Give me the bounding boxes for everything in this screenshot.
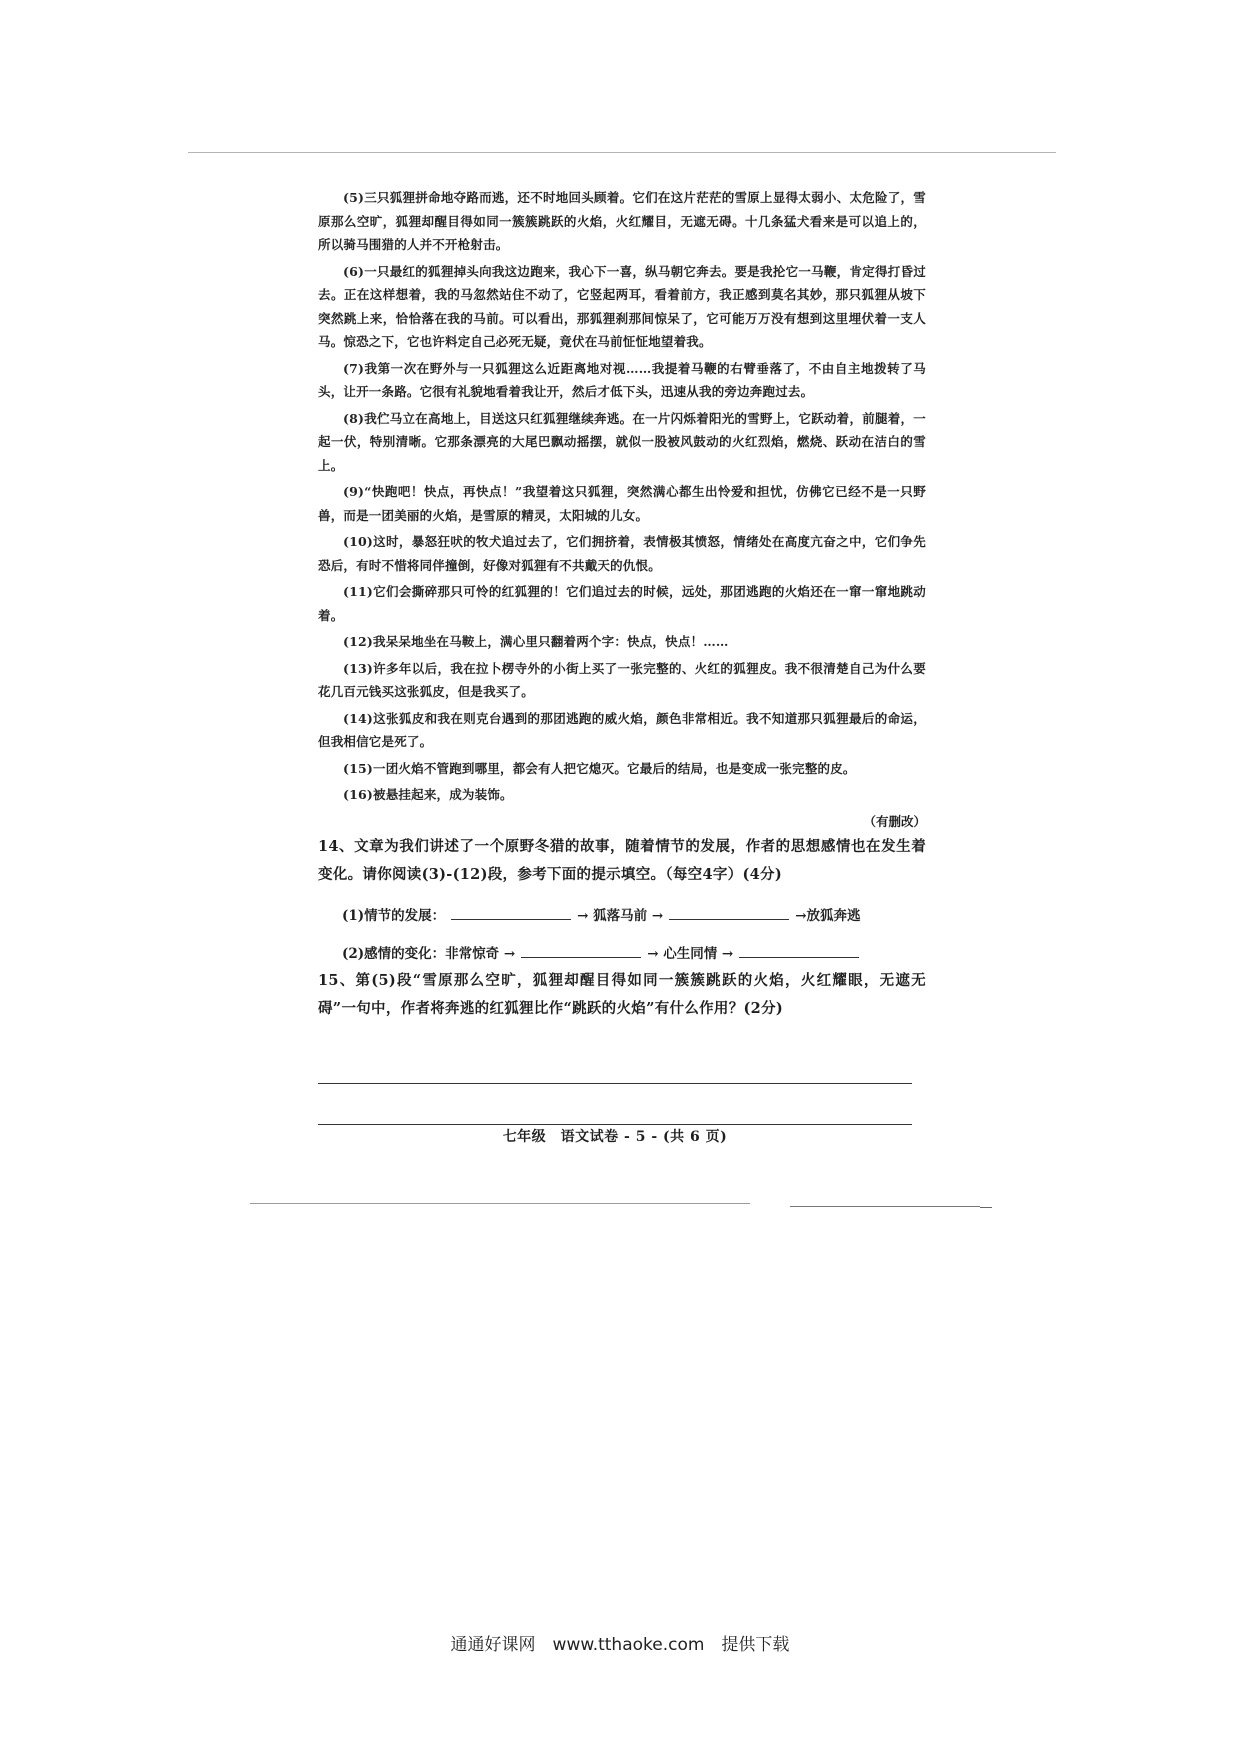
plot-row-label: (1)情节的发展： [342,907,446,924]
paragraph-8: (8)我伫马立在高地上，目送这只红狐狸继续奔逃。在一片闪烁着阳光的雪野上，它跃动着，前腿着，一起一伏，特别清晰。它那条漂亮的大尾巴飘动摇摆，就似一股被风鼓动的火红烈焰，燃烧、跃动在洁白的雪上。 [318,410,926,473]
emotion-row-mid: → 心生同情 → [647,945,734,962]
plot-blank-2[interactable] [669,905,789,920]
plot-blank-1[interactable] [451,905,571,920]
exam-content [318,186,926,1023]
question-14-prompt: 14、文章为我们讲述了一个原野冬猎的故事，随着情节的发展，作者的思想感情也在发生着变化。请你阅读(3)-(12)段，参考下面的提示填空。（每空4字）(4分) [318,837,926,883]
bottom-divider-tail [980,1207,992,1208]
source-note: （有删改） [863,813,926,829]
bottom-divider-left [250,1203,750,1204]
paragraph-7: (7)我第一次在野外与一只狐狸这么近距离地对视……我提着马鞭的右臂垂落了，不由自主地拨转了马头，让开一条路。它很有礼貌地看着我让开，然后才低下头，迅速从我的旁边奔跑过去。 [318,360,926,399]
paragraph-12: (12)我呆呆地坐在马鞍上，满心里只翻着两个字：快点，快点！…… [343,634,729,649]
bottom-divider-right [790,1206,980,1207]
paragraph-10: (10)这时，暴怒狂吠的牧犬追过去了，它们拥挤着，表情极其愤怒，情绪处在高度亢奋之中，它们争先恐后，有时不惜将同伴撞倒，好像对狐狸有不共戴天的仇恨。 [318,534,926,573]
question-15-prompt: 15、第(5)段“雪原那么空旷，狐狸却醒目得如同一簇簇跳跃的火焰，火红耀眼，无遮无碍”一句中，作者将奔逃的红狐狸比作“跳跃的火焰”有什么作用？(2分) [318,971,926,1017]
paragraph-15: (15)一团火焰不管跑到哪里，都会有人把它熄灭。它最后的结局，也是变成一张完整的皮。 [343,760,856,776]
paragraph-14: (14)这张狐皮和我在则克台遇到的那团逃跑的威火焰，颜色非常相近。我不知道那只狐狸最后的命运，但我相信它是死了。 [318,710,926,749]
question-14-plot-row [318,903,926,929]
answer-line-2[interactable] [318,1124,912,1125]
emotion-blank-2[interactable] [739,943,859,958]
emotion-blank-1[interactable] [521,943,641,958]
top-divider [188,152,1056,153]
site-footer: 通通好课网 www.tthaoke.com 提供下载 [450,1635,790,1655]
paragraph-5: (5)三只狐狸拼命地夺路而逃，还不时地回头顾着。它们在这片茫茫的雪原上显得太弱小、太危险了，雪原那么空旷，狐狸却醒目得如同一簇簇跳跃的火焰，火红耀目，无遮无碍。十几条猛犬看来是可以追上的，所以骑马围猎的人并不开枪射击。 [318,190,926,252]
paragraph-16: (16)被悬挂起来，成为装饰。 [343,787,513,802]
question-14-emotion-row [318,941,926,967]
page-footer: 七年级 语文试卷 - 5 - (共 6 页) [502,1129,728,1145]
emotion-row-label: (2)感情的变化：非常惊奇 → [342,945,516,962]
paragraph-9: (9)“快跑吧！快点，再快点！”我望着这只狐狸，突然满心都生出怜爱和担忧，仿佛它已经不是一只野兽，而是一团美丽的火焰，是雪原的精灵，太阳城的儿女。 [318,484,926,523]
plot-row-mid: → 狐落马前 → [577,907,664,924]
paragraph-13: (13)许多年以后，我在拉卜楞寺外的小街上买了一张完整的、火红的狐狸皮。我不很清楚自己为什么要花几百元钱买这张狐皮，但是我买了。 [318,660,926,699]
paragraph-11: (11)它们会撕碎那只可怜的红狐狸的！它们追过去的时候，远处，那团逃跑的火焰还在一窜一窜地跳动着。 [318,584,926,623]
answer-line-1[interactable] [318,1083,912,1084]
paragraph-6: (6)一只最红的狐狸掉头向我这边跑来，我心下一喜，纵马朝它奔去。要是我抡它一马鞭，肯定得打昏过去。正在这样想着，我的马忽然站住不动了，它竖起两耳，看着前方，我正感到莫名其妙，那只狐狸从坡下突然跳上来，恰恰落在我的马前。可以看出，那狐狸刹那间惊呆了，它可能万万没有想到这里埋伏着一支人马。惊恐之下，它也许料定自己必死无疑，竟伏在马前怔怔地望着我。 [318,263,926,349]
plot-row-end: →放狐奔逃 [795,907,861,924]
